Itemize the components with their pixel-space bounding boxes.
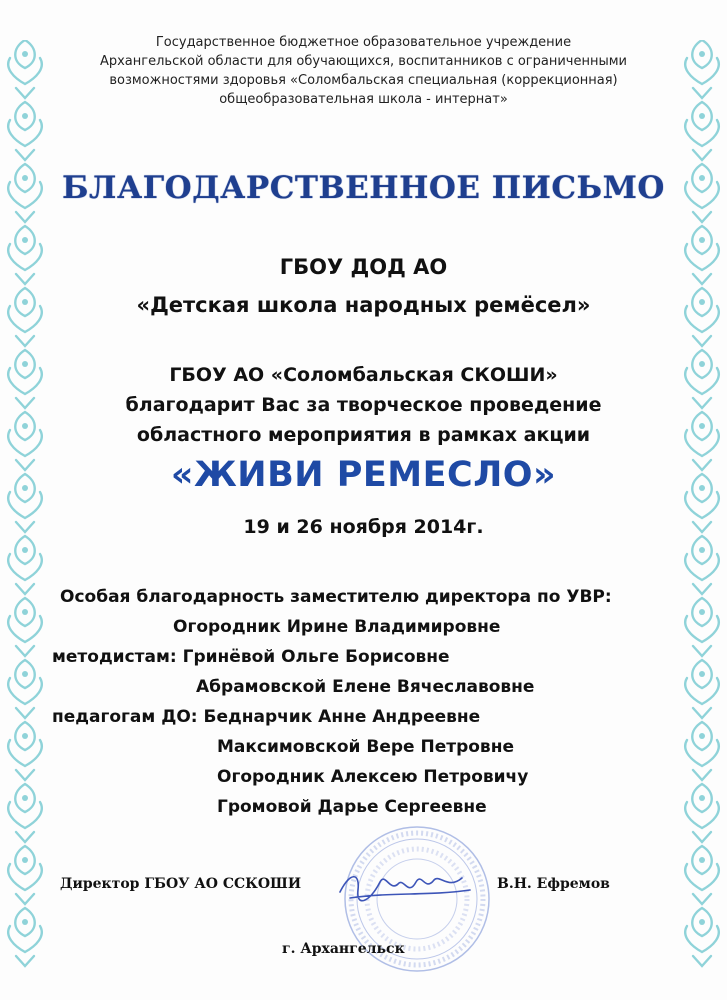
ornament-motif — [8, 908, 42, 966]
ornament-motif — [685, 908, 719, 966]
ornament-motif — [8, 164, 42, 222]
ornament-motif — [685, 226, 719, 284]
methodists-label: методистам: — [52, 647, 177, 667]
ornament-motif — [8, 288, 42, 346]
teacher-name: Максимовской Вере Петровне — [217, 737, 514, 757]
signatory-position: Директор ГБОУ АО ССКОШИ — [60, 876, 302, 892]
ornament-motif — [685, 660, 719, 718]
ornament-motif — [8, 40, 42, 98]
header-line: Государственное бюджетное образовательное учреждение — [155, 35, 572, 50]
header-line: возможностями здоровья «Соломбальская специальная (коррекционная) — [109, 73, 618, 88]
ornament-motif — [8, 598, 42, 656]
document-title: БЛАГОДАРСТВЕННОЕ ПИСЬМО — [62, 170, 665, 206]
teacher-name: Беднарчик Анне Андреевне — [203, 707, 481, 727]
left-ornament-border — [2, 40, 48, 970]
ornament-motif — [685, 102, 719, 160]
ornament-motif — [685, 846, 719, 904]
event-dates: 19 и 26 ноября 2014г. — [243, 516, 484, 538]
director-signature — [330, 862, 480, 912]
ornament-motif — [8, 474, 42, 532]
header-line: общеобразовательная школа - интернат» — [219, 92, 508, 107]
ornament-motif — [685, 598, 719, 656]
campaign-slogan: «ЖИВИ РЕМЕСЛО» — [170, 455, 557, 495]
special-thanks-list — [52, 582, 670, 822]
recipient-block — [40, 248, 687, 324]
deputy-name: Огородник Ирине Владимировне — [173, 617, 501, 637]
body-line-3: областного мероприятия в рамках акции — [136, 424, 591, 446]
ornament-motif — [685, 350, 719, 408]
ornament-motif — [685, 164, 719, 222]
teacher-name: Громовой Дарье Сергеевне — [217, 797, 487, 817]
ornament-motif — [685, 722, 719, 780]
methodist-name: Абрамовской Елене Вячеславовне — [196, 677, 535, 697]
methodist-name: Гринёвой Ольге Борисовне — [182, 647, 450, 667]
ornament-motif — [8, 226, 42, 284]
ornament-motif — [8, 784, 42, 842]
thanks-intro: Особая благодарность заместителю директора по УВР: — [60, 587, 612, 607]
right-ornament-border — [679, 40, 725, 970]
header-line: Архангельской области для обучающихся, воспитанников с ограниченными — [99, 54, 628, 69]
body-line-1: ГБОУ АО «Соломбальская СКОШИ» — [169, 364, 558, 386]
issuer-header — [80, 33, 647, 109]
ornament-motif — [685, 40, 719, 98]
ornament-motif — [8, 536, 42, 594]
ornament-motif — [685, 474, 719, 532]
ornament-motif — [685, 288, 719, 346]
gratitude-body — [40, 360, 687, 450]
ornament-motif — [685, 536, 719, 594]
teachers-label: педагогам ДО: — [52, 707, 198, 727]
body-line-2: благодарит Вас за творческое проведение — [125, 394, 602, 416]
teacher-name: Огородник Алексею Петровичу — [217, 767, 529, 787]
ornament-motif — [685, 412, 719, 470]
ornament-motif — [8, 350, 42, 408]
ornament-motif — [8, 722, 42, 780]
ornament-motif — [8, 412, 42, 470]
ornament-motif — [8, 846, 42, 904]
issue-city: г. Архангельск — [282, 941, 405, 957]
recipient-line-1: ГБОУ ДОД АО — [279, 255, 448, 279]
ornament-motif — [8, 660, 42, 718]
signatory-name: В.Н. Ефремов — [497, 876, 610, 892]
ornament-motif — [8, 102, 42, 160]
ornament-motif — [685, 784, 719, 842]
recipient-line-2: «Детская школа народных ремёсел» — [136, 293, 591, 317]
